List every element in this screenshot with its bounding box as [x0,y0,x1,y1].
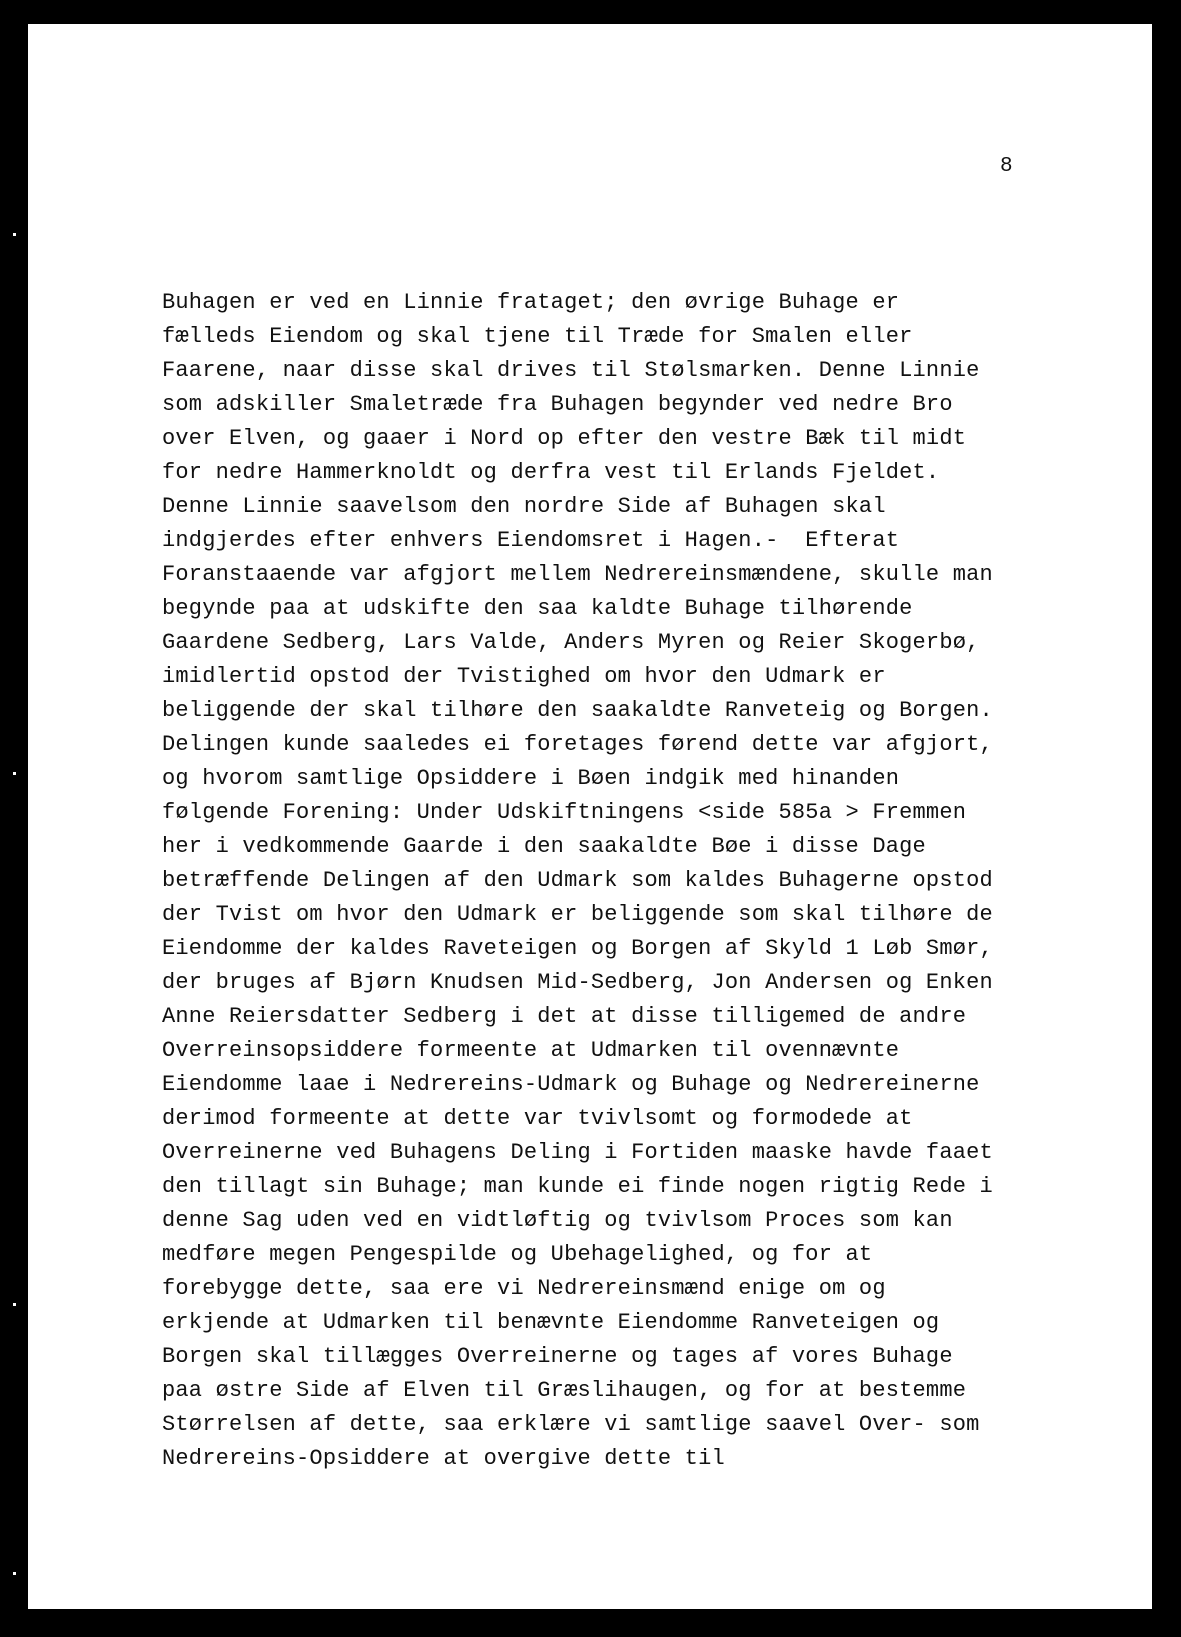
text-line: for nedre Hammerknoldt og derfra vest til Erlands Fjeldet. [162,460,940,485]
text-line: der bruges af Bjørn Knudsen Mid-Sedberg, Jon Andersen og Enken [162,970,993,995]
text-line: over Elven, og gaaer i Nord op efter den vestre Bæk til midt [162,426,967,451]
text-line: begynde paa at udskifte den saa kaldte Buhage tilhørende [162,596,913,621]
text-line: medføre megen Pengespilde og Ubehagelighed, og for at [162,1242,873,1267]
scan-edge-mark [13,1303,16,1306]
text-line: Faarene, naar disse skal drives til Stølsmarken. Denne Linnie [162,358,980,383]
text-line: fælleds Eiendom og skal tjene til Træde for Smalen eller [162,324,913,349]
text-line: denne Sag uden ved en vidtløftig og tvivlsom Proces som kan [162,1208,953,1233]
text-line: indgjerdes efter enhvers Eiendomsret i Hagen.- Efterat [162,528,900,553]
text-line: Nedrereins-Opsiddere at overgive dette til [162,1446,725,1471]
scan-edge-mark [13,1572,16,1575]
text-line: her i vedkommende Gaarde i den saakaldte Bøe i disse Dage [162,834,926,859]
text-line: Eiendomme der kaldes Raveteigen og Borgen af Skyld 1 Løb Smør, [162,936,993,961]
text-line: Overreinerne ved Buhagens Deling i Fortiden maaske havde faaet [162,1140,993,1165]
scan-edge-mark [13,233,16,236]
text-line: som adskiller Smaletræde fra Buhagen begynder ved nedre Bro [162,392,953,417]
text-line: Delingen kunde saaledes ei foretages førend dette var afgjort, [162,732,993,757]
text-line: Størrelsen af dette, saa erklære vi samtlige saavel Over- som [162,1412,980,1437]
text-line: Overreinsopsiddere formeente at Udmarken til ovennævnte [162,1038,900,1063]
text-line: følgende Forening: Under Udskiftningens <side 585a > Fremmen [162,800,967,825]
text-line: derimod formeente at dette var tvivlsomt og formodede at [162,1106,913,1131]
page-number: 8 [1000,155,1013,178]
text-line: og hvorom samtlige Opsiddere i Bøen indgik med hinanden [162,766,900,791]
text-line: erkjende at Udmarken til benævnte Eiendomme Ranveteigen og [162,1310,940,1335]
text-line: Anne Reiersdatter Sedberg i det at disse tilligemed de andre [162,1004,967,1029]
text-line: Foranstaaende var afgjort mellem Nedrereinsmændene, skulle man [162,562,993,587]
text-line: Borgen skal tillægges Overreinerne og tages af vores Buhage [162,1344,953,1369]
text-line: Gaardene Sedberg, Lars Valde, Anders Myren og Reier Skogerbø, [162,630,980,655]
text-line: forebygge dette, saa ere vi Nedrereinsmænd enige om og [162,1276,886,1301]
scan-edge-mark [13,772,16,775]
document-page [28,24,1152,1609]
text-line: imidlertid opstod der Tvistighed om hvor den Udmark er [162,664,886,689]
text-line: paa østre Side af Elven til Græslihaugen, og for at bestemme [162,1378,967,1403]
body-text [162,286,1062,1476]
text-line: den tillagt sin Buhage; man kunde ei finde nogen rigtig Rede i [162,1174,993,1199]
text-line: Denne Linnie saavelsom den nordre Side af Buhagen skal [162,494,886,519]
text-line: Eiendomme laae i Nedrereins-Udmark og Buhage og Nedrereinerne [162,1072,980,1097]
text-line: betræffende Delingen af den Udmark som kaldes Buhagerne opstod [162,868,993,893]
text-line: beliggende der skal tilhøre den saakaldte Ranveteig og Borgen. [162,698,993,723]
text-line: der Tvist om hvor den Udmark er beliggende som skal tilhøre de [162,902,993,927]
text-line: Buhagen er ved en Linnie frataget; den øvrige Buhage er [162,290,900,315]
